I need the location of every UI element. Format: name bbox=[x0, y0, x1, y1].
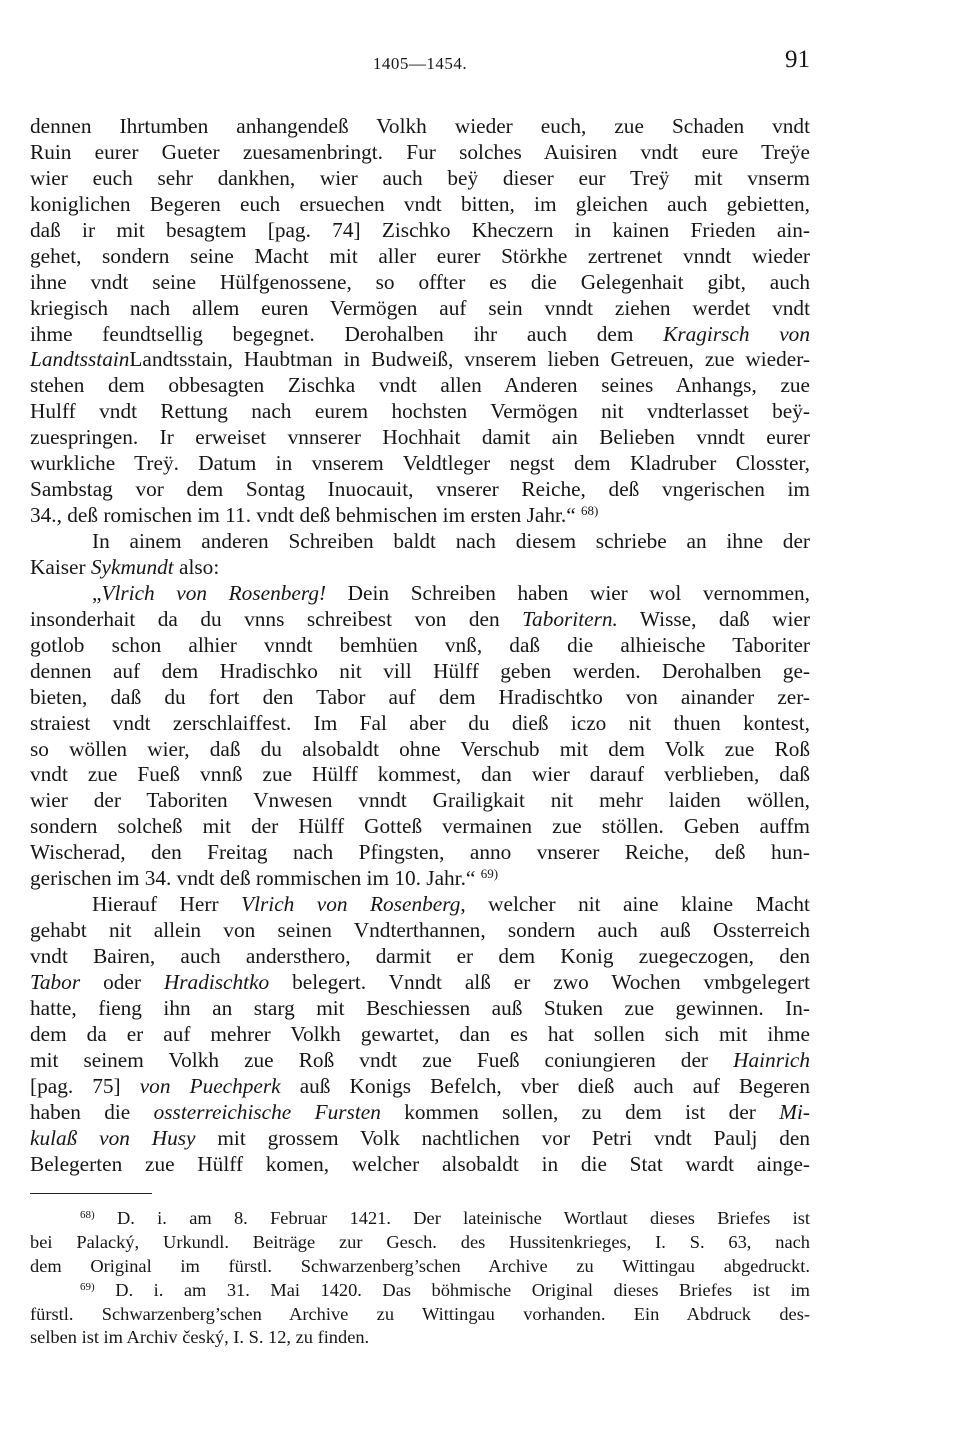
italic-name: Kragirsch von bbox=[663, 321, 810, 346]
footnote-line: fürstl. Schwarzenberg’schen Archive zu Wittingau vorhanden. Ein Abdruck des- bbox=[30, 1303, 810, 1324]
italic-name: Hradischtko bbox=[163, 969, 270, 994]
text-line: wier der Taboriten Vnwesen vnndt Grailigkait nit mehr laiden wöllen, bbox=[30, 788, 810, 813]
footnote-line: bei Palacký, Urkundl. Beiträge zur Gesch. des Hussitenkrieges, I. S. 63, nach bbox=[30, 1231, 810, 1252]
footnote-ref: 69) bbox=[480, 866, 499, 882]
text-line: Hulff vndt Rettung nach eurem hochsten Vermögen nit vndterlasset beÿ- bbox=[30, 399, 810, 424]
text-line: sondern solcheß mit der Hülff Gotteß vermainen zue stöllen. Geben auffm bbox=[30, 814, 810, 839]
italic-name: Tabor bbox=[30, 969, 81, 994]
italic-name: Vlrich von Rosenberg bbox=[241, 892, 461, 917]
text-line: wier euch sehr dankhen, wier auch beÿ dieser eur Treÿ mit vnserm bbox=[30, 165, 810, 190]
footnote-separator bbox=[30, 1193, 152, 1194]
text-line: so wöllen wier, daß du alsobaldt ohne Verschub mit dem Volk zue Roß bbox=[30, 736, 810, 761]
text-run: insonderhait da du vnns schreibest von den bbox=[30, 606, 523, 631]
text-run: also: bbox=[173, 554, 220, 579]
footnote-marker: 69) bbox=[80, 1280, 95, 1293]
footnote-marker: 68) bbox=[80, 1209, 95, 1221]
text-line: dennen Ihrtumben anhangendeß Volkh wieder euch, zue Schaden vndt bbox=[30, 114, 810, 138]
text-run: haben die bbox=[30, 1099, 154, 1124]
footnotes bbox=[30, 1207, 810, 1350]
text-line: In ainem anderen Schreiben baldt nach diesem schriebe an ihne der bbox=[92, 529, 810, 553]
text-run: mit seinem Volkh zue Roß vndt zue Fueß coniungieren der bbox=[30, 1047, 734, 1072]
text-run: Dein Schreiben haben wier wol vernommen, bbox=[326, 580, 811, 605]
text-line: straiest vndt zerschlaiffest. Im Fal aber du dieß iczo nit thuen kontest, bbox=[30, 710, 810, 735]
text-run: Landtsstain, Haubtman in Budweiß, vnserem lieben Getreuen, zue wieder- bbox=[129, 347, 810, 372]
footnote-line bbox=[30, 1279, 810, 1303]
text-run: ihme feundtsellig begegnet. Derohalben ihr auch dem bbox=[30, 321, 664, 346]
text-line: dem da er auf mehrer Volkh gewartet, dan es hat sollen sich mit ihme bbox=[30, 1021, 810, 1046]
text-line bbox=[30, 1126, 810, 1152]
text-line bbox=[30, 322, 810, 348]
text-line: Belegerten zue Hülff komen, welcher alsobaldt in die Stat wardt ainge- bbox=[30, 1151, 810, 1176]
text-run: D. i. am 31. Mai 1420. Das böhmische Original dieses Briefes ist im bbox=[94, 1279, 810, 1300]
footnote-line: dem Original im fürstl. Schwarzenberg’schen Archive zu Wittingau abgedruckt. bbox=[30, 1255, 810, 1276]
text-line: koniglichen Begeren euch ersuechen vndt bitten, im gleichen auch gebietten, bbox=[30, 191, 810, 216]
running-head-year-range: 1405—1454. bbox=[372, 54, 468, 73]
footnote-line: selben ist im Archiv český, I. S. 12, zu finden. bbox=[30, 1327, 370, 1348]
text-line: vndt zue Fueß vnnß zue Hülff kommest, dan wier darauf verblieben, daß bbox=[30, 762, 810, 787]
text-line: bieten, daß du fort den Tabor auf dem Hradischtko von ainander zer- bbox=[30, 684, 810, 709]
text-line: Wischerad, den Freitag nach Pfingsten, anno vnserer Reiche, deß hun- bbox=[30, 840, 810, 865]
text-line bbox=[30, 581, 810, 607]
footnote-line bbox=[30, 1207, 810, 1231]
page-number: 91 bbox=[785, 46, 810, 73]
text-line bbox=[30, 607, 810, 633]
italic-name: Vlrich von Rosenberg! bbox=[101, 580, 327, 605]
italic-name: Mi- bbox=[779, 1099, 810, 1124]
text-line: daß ir mit besagtem [pag. 74] Zischko Kheczern in kainen Frieden ain- bbox=[30, 217, 810, 242]
italic-name: Taboritern. bbox=[522, 606, 618, 631]
text-line bbox=[30, 892, 810, 918]
text-line: Ruin eurer Gueter zuesamenbringt. Fur solches Auisiren vndt eure Treÿe bbox=[30, 139, 810, 164]
italic-name: Hainrich bbox=[733, 1047, 810, 1072]
text-line: zuespringen. Ir erweiset vnnserer Hochhait damit ain Belieben vnndt eurer bbox=[30, 425, 810, 450]
text-run: D. i. am 8. Februar 1421. Der lateinische Wortlaut dieses Briefes ist bbox=[94, 1208, 810, 1228]
text-line: dennen auf dem Hradischko nit vill Hülff geben werden. Derohalben ge- bbox=[30, 658, 810, 683]
italic-name: Sykmundt bbox=[90, 554, 174, 579]
text-run bbox=[269, 970, 292, 994]
text-line: stehen dem obbesagten Zischka vndt allen Anderen seines Anhangs, zue bbox=[30, 373, 810, 398]
italic-name: von Puechperk bbox=[139, 1073, 281, 1098]
italic-name: Landtsstain bbox=[30, 347, 130, 372]
text-line bbox=[30, 970, 810, 996]
text-line: ihne vndt seine Hülfgenossene, so offter es die Gelegenhait gibt, auch bbox=[30, 269, 810, 294]
text-line bbox=[30, 1074, 810, 1100]
text-run: Wisse, daß wier bbox=[617, 606, 811, 631]
italic-name: kulaß von Husy bbox=[30, 1125, 196, 1150]
text-line bbox=[30, 555, 810, 581]
text-run: oder bbox=[80, 969, 164, 994]
text-line bbox=[30, 347, 810, 373]
text-run: [pag. 75] bbox=[30, 1073, 140, 1098]
text-line: vndt Bairen, auch andersthero, darmit er dem Konig zuegeczogen, den bbox=[30, 944, 810, 968]
text-line bbox=[30, 866, 810, 892]
text-line: Sambstag vor dem Sontag Inuocauit, vnserer Reiche, deß vngerischen im bbox=[30, 477, 810, 502]
text-run: Kaiser bbox=[30, 554, 91, 579]
text-run: auß Konigs Befelch, vber dieß auch auf Begeren bbox=[280, 1073, 810, 1098]
text-run: „ bbox=[92, 580, 102, 605]
text-run: belegert. Vnndt alß er zwo Wochen vmbgelegert bbox=[292, 969, 811, 994]
page-header bbox=[30, 40, 810, 80]
text-run: mit grossem Volk nachtlichen vor Petri vndt Paulj den bbox=[195, 1125, 810, 1150]
text-run: Hierauf Herr bbox=[92, 892, 242, 917]
text-line: wurkliche Treÿ. Datum in vnserem Veldtleger negst dem Kladruber Closster, bbox=[30, 451, 810, 476]
text-line: hatte, fieng ihn an starg mit Beschiessen auß Stuken zue gewinnen. In- bbox=[30, 995, 810, 1020]
text-line: gotlob schon alhier vnndt bemhüen vnß, daß die alhieische Taboriter bbox=[30, 632, 810, 657]
text-run: 34., deß romischen im 11. vndt deß behmischen im ersten Jahr.“ bbox=[30, 503, 582, 528]
text-run: gerischen im 34. vndt deß rommischen im 10. Jahr.“ bbox=[30, 866, 481, 891]
text-run: kommen sollen, zu dem ist der bbox=[380, 1099, 780, 1124]
text-line: gehet, sondern seine Macht mit aller eurer Störkhe zertrenet vnndt wieder bbox=[30, 243, 810, 268]
text-line: gehabt nit allein von seinen Vndterthannen, sondern auch auß Ossterreich bbox=[30, 918, 810, 943]
text-line bbox=[30, 503, 810, 529]
text-line bbox=[30, 1048, 810, 1074]
footnote-ref: 68) bbox=[581, 503, 599, 519]
main-text bbox=[30, 114, 810, 1177]
text-line bbox=[30, 1100, 810, 1126]
text-line: kriegisch nach allem euren Vermögen auf sein vnndt ziehen werdet vndt bbox=[30, 295, 810, 320]
text-run: , welcher nit aine klaine Macht bbox=[460, 892, 810, 917]
italic-name: ossterreichische Fursten bbox=[153, 1099, 381, 1124]
